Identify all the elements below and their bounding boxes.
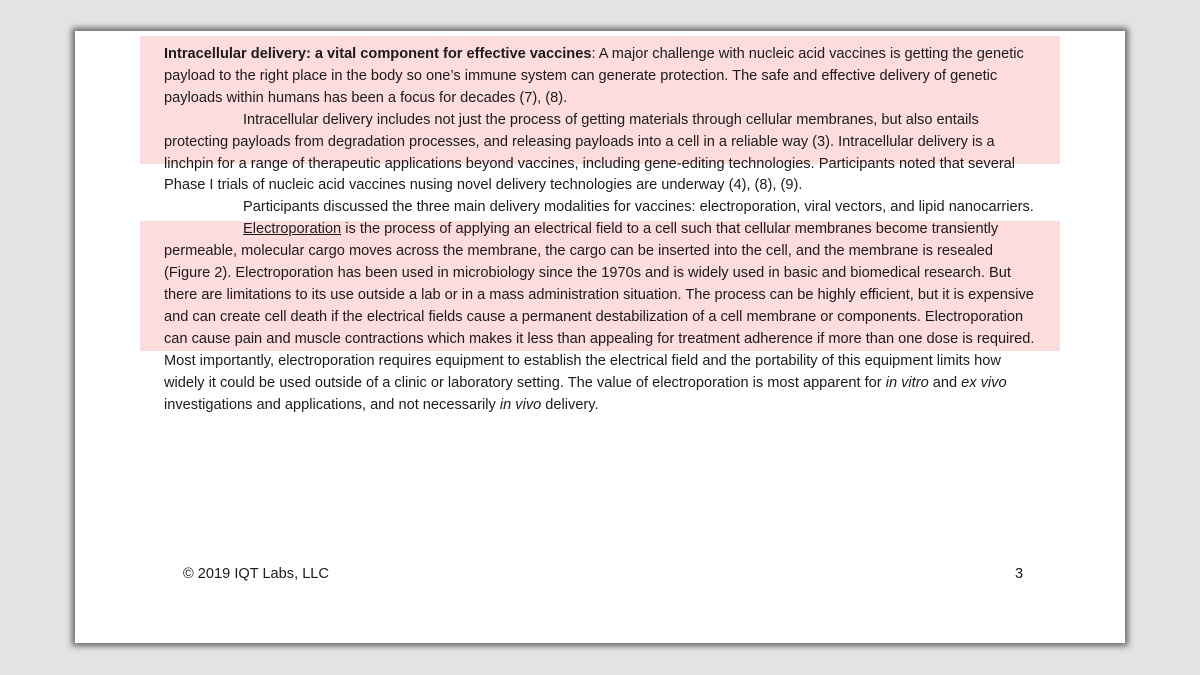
- paragraph-intracellular: Intracellular delivery includes not just the process of getting materials through cellular membranes, but also entails protecting payloads from degradation processes, and releasing payloads into a cell in a reliable way (3). Intracellular delivery is a linchpin for a range of therapeutic applications beyond vaccines, including gene-editing technologies. Participants noted that several Phase I trials of nucleic acid vaccines nusing novel delivery technologies are underway (4), (8), (9).: [164, 111, 1016, 194]
- document-body: [164, 44, 1036, 416]
- document-page: [75, 31, 1125, 643]
- paragraph-electroporation: Electroporation is the process of applying an electrical field to a cell such that cellular membranes become transiently permeable, molecular cargo moves across the membrane, the cargo can be inserted into the cell, and the membrane is resealed (Figure 2). Electroporation has been used in microbiology since the 1970s and is widely used in basic and biomedical research. But there are limitations to its use outside a lab or in a mass administration situation. The process can be highly efficient, but it is expensive and can create cell death if the electrical fields cause a permanent destabilization of a cell membrane or components. Electroporation can cause pain and muscle contractions which makes it less than appealing for treatment adherence if more than one dose is required. Most importantly, electroporation requires equipment to establish the electrical field and the portability of this equipment limits how widely it could be used outside of a clinic or laboratory setting. The value of electroporation is most apparent for in vitro and ex vivo investigations and applications, and not necessarily in vivo delivery.: [164, 221, 1035, 413]
- paragraph-modalities: Participants discussed the three main delivery modalities for vaccines: electroporation, viral vectors, and lipid nanocarriers.: [243, 199, 1034, 216]
- electroporation-term: Electroporation: [243, 221, 342, 238]
- footer-page-number: 3: [1015, 566, 1024, 582]
- paragraph-intro-text: : A major challenge with nucleic acid vaccines is getting the genetic payload to the right place in the body so one’s immune system can generate protection. The safe and effective delivery of genetic payloads within humans has been a focus for decades (7), (8).: [164, 46, 1024, 106]
- section-heading: Intracellular delivery: a vital component for effective vaccines: [164, 46, 592, 62]
- paragraph-intro: [164, 44, 1036, 110]
- footer-copyright: © 2019 IQT Labs, LLC: [183, 566, 329, 582]
